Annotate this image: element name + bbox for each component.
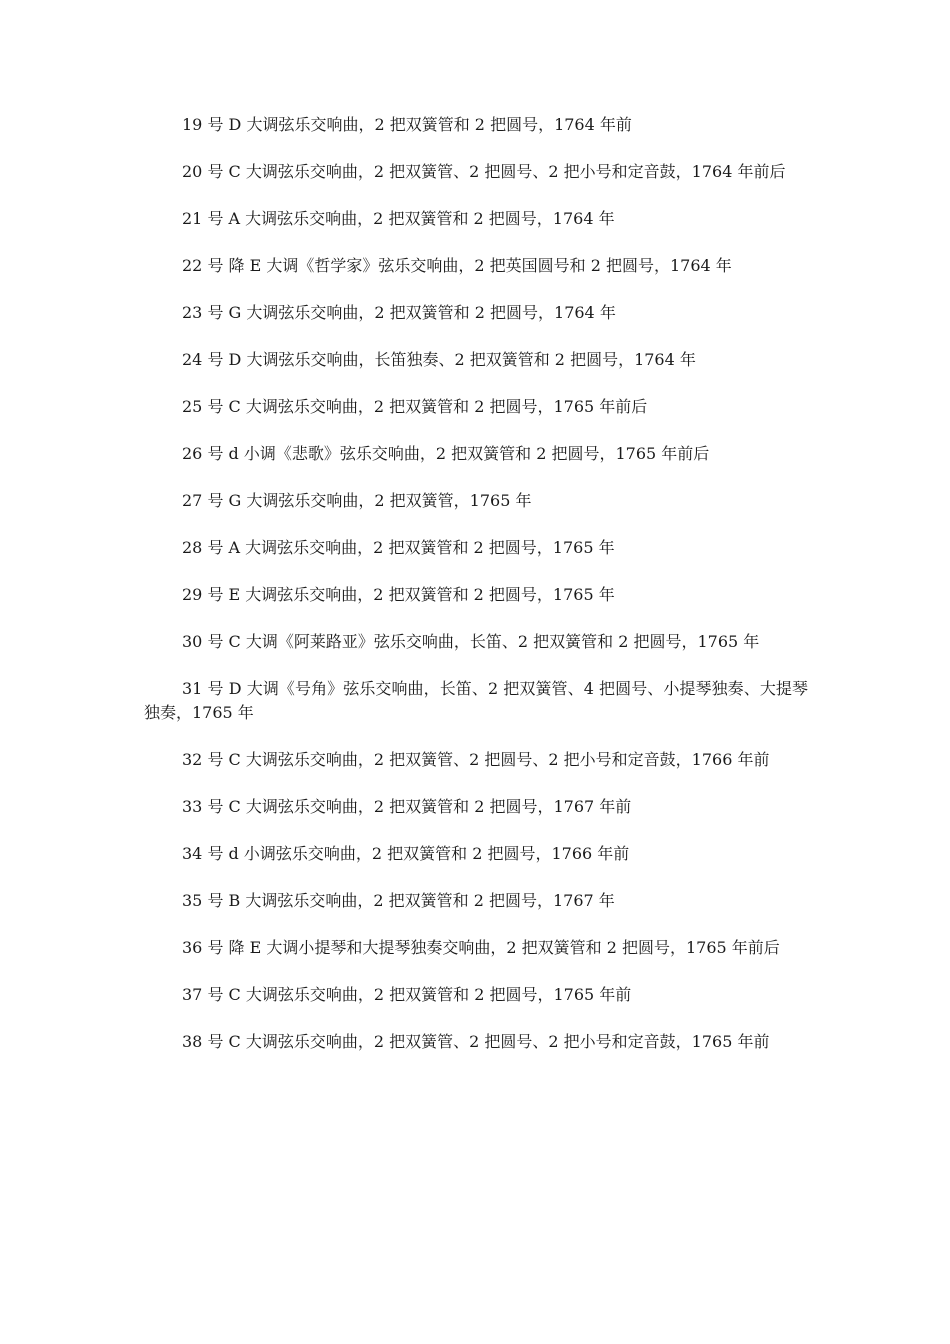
list-item: 20 号 C 大调弦乐交响曲，2 把双簧管、2 把圆号、2 把小号和定音鼓，1764 年前后	[182, 162, 786, 181]
list-item: 27 号 G 大调弦乐交响曲，2 把双簧管，1765 年	[182, 491, 532, 510]
list-item: 32 号 C 大调弦乐交响曲，2 把双簧管、2 把圆号、2 把小号和定音鼓，1766 年前	[182, 750, 770, 769]
list-item: 28 号 A 大调弦乐交响曲，2 把双簧管和 2 把圆号，1765 年	[182, 538, 615, 557]
list-item: 22 号 降 E 大调《哲学家》弦乐交响曲，2 把英国圆号和 2 把圆号，1764 年	[182, 256, 732, 275]
list-item: 21 号 A 大调弦乐交响曲，2 把双簧管和 2 把圆号，1764 年	[182, 209, 615, 228]
list-item: 37 号 C 大调弦乐交响曲，2 把双簧管和 2 把圆号，1765 年前	[182, 985, 632, 1004]
list-item: 36 号 降 E 大调小提琴和大提琴独奏交响曲，2 把双簧管和 2 把圆号，1765 年前后	[182, 938, 780, 957]
list-item: 26 号 d 小调《悲歌》弦乐交响曲，2 把双簧管和 2 把圆号，1765 年前后	[182, 444, 710, 463]
list-item: 38 号 C 大调弦乐交响曲，2 把双簧管、2 把圆号、2 把小号和定音鼓，1765 年前	[182, 1032, 770, 1051]
list-item: 35 号 B 大调弦乐交响曲，2 把双簧管和 2 把圆号，1767 年	[182, 891, 615, 910]
list-item: 23 号 G 大调弦乐交响曲，2 把双簧管和 2 把圆号，1764 年	[182, 303, 616, 322]
list-item: 30 号 C 大调《阿莱路亚》弦乐交响曲，长笛、2 把双簧管和 2 把圆号，1765 年	[182, 632, 760, 651]
list-item: 34 号 d 小调弦乐交响曲，2 把双簧管和 2 把圆号，1766 年前	[182, 844, 630, 863]
list-item: 19 号 D 大调弦乐交响曲，2 把双簧管和 2 把圆号，1764 年前	[182, 115, 632, 134]
list-item: 33 号 C 大调弦乐交响曲，2 把双簧管和 2 把圆号，1767 年前	[182, 797, 632, 816]
list-item: 31 号 D 大调《号角》弦乐交响曲，长笛、2 把双簧管、4 把圆号、小提琴独奏、大提琴独奏，1765 年	[144, 679, 808, 722]
symphony-list	[144, 113, 808, 1077]
list-item: 29 号 E 大调弦乐交响曲，2 把双簧管和 2 把圆号，1765 年	[182, 585, 615, 604]
list-item: 25 号 C 大调弦乐交响曲，2 把双簧管和 2 把圆号，1765 年前后	[182, 397, 648, 416]
list-item: 24 号 D 大调弦乐交响曲，长笛独奏、2 把双簧管和 2 把圆号，1764 年	[182, 350, 696, 369]
